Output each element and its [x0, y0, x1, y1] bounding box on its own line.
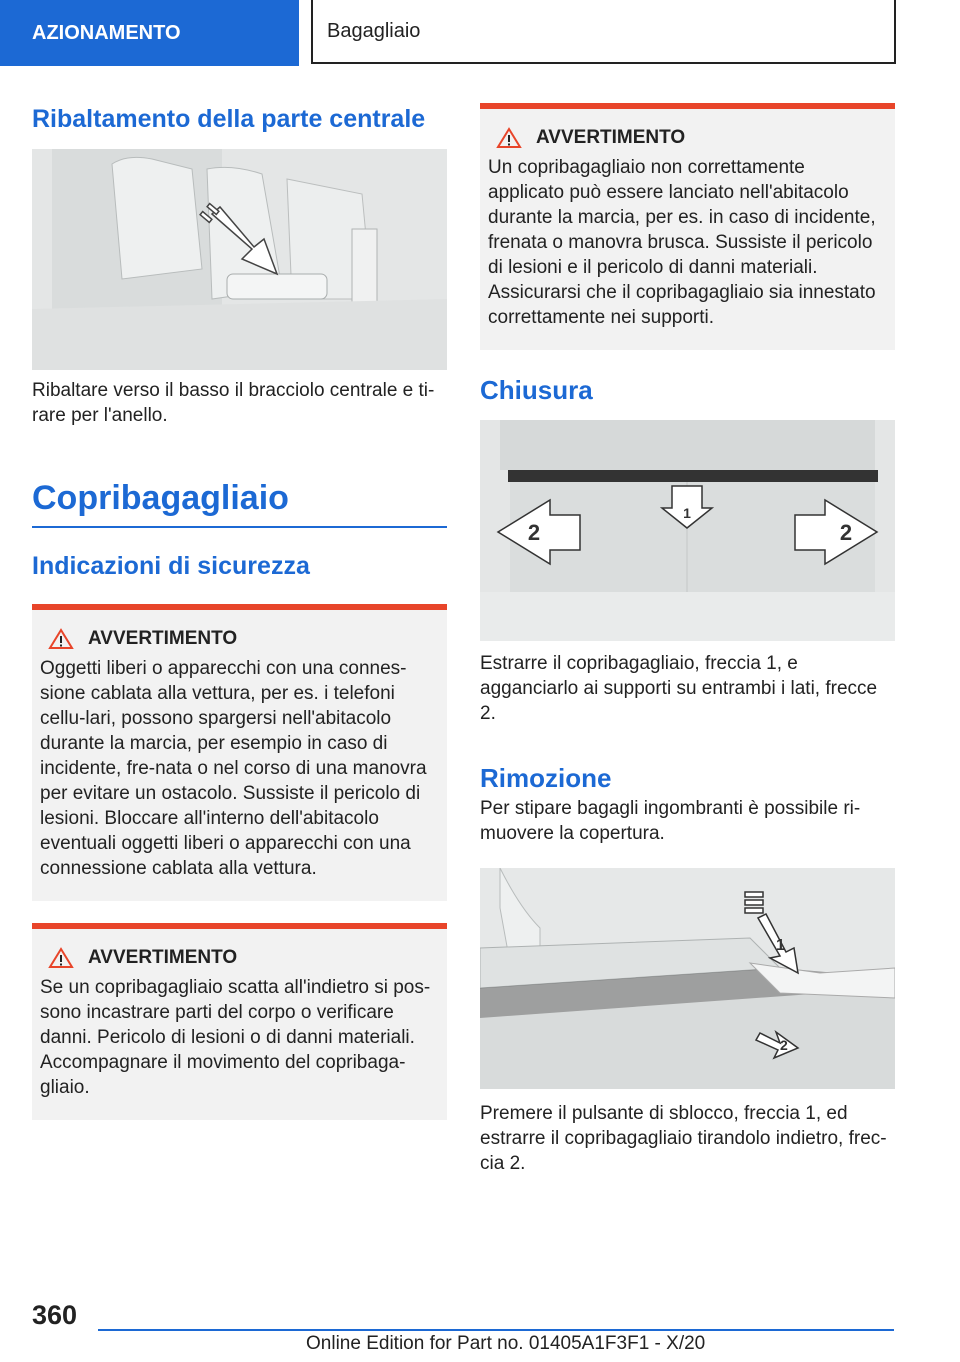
- footer-rule: [98, 1329, 894, 1331]
- warning-label: AVVERTIMENTO: [536, 127, 686, 148]
- warning-triangle-icon: [496, 127, 522, 149]
- caption-remove: Premere il pulsante di sblocco, freccia 1, ed estrarre il copribagagliaio tirandolo indietro, frec-cia 2.: [480, 1103, 887, 1174]
- chapter-tab: [311, 0, 896, 64]
- arrow1-label: 1: [683, 505, 691, 521]
- illustration-cover-remove: [480, 868, 895, 1089]
- warning-text-3: Un copribagagliaio non correttamente applicato può essere lanciato nell'abitacolo durante la marcia, per es. in caso di incidente, frenata o manovra brusca. Sussiste il pericolo di lesioni e il pericolo di danni materiali. Assicurarsi che il copribagagliaio sia innestato correttamente nei supporti.: [488, 157, 876, 328]
- arrow2-right-label: 2: [839, 520, 853, 545]
- right-column: [480, 103, 895, 1176]
- warning-box-2: [32, 923, 447, 1120]
- warning-triangle-icon: [48, 947, 74, 969]
- warning-triangle-icon: [48, 628, 74, 650]
- chapter-title: Bagagliaio: [327, 19, 421, 42]
- arrow2-left-label: 2: [527, 520, 541, 545]
- footer-edition: Online Edition for Part no. 01405A1F3F1 - X/20: [306, 1333, 706, 1354]
- warning-box-1: [32, 604, 447, 901]
- text-remove: Per stipare bagagli ingombranti è possibile ri-muovere la copertura.: [480, 798, 861, 844]
- warning-label: AVVERTIMENTO: [88, 947, 238, 968]
- section-title: AZIONAMENTO: [32, 21, 181, 44]
- warning-label: AVVERTIMENTO: [88, 628, 238, 649]
- remove-arrow1-label: 1: [776, 937, 785, 954]
- remove-arrow2-label: 2: [780, 1037, 788, 1053]
- caption-fold: Ribaltare verso il basso il bracciolo centrale e ti-rare per l'anello.: [32, 380, 435, 426]
- section-tab: [0, 0, 299, 66]
- heading-remove: Rimozione: [480, 763, 612, 793]
- illustration-armrest: [32, 149, 447, 370]
- warning-text-2: Se un copribagagliaio scatta all'indietro si pos-sono incastrare parti del corpo o verificare danni. Pericolo di lesioni o di danni materiali. Accompagnare il movimento del copribaga-gliaio.: [40, 977, 431, 1098]
- heading-rule: [32, 526, 447, 528]
- heading-safety: Indicazioni di sicurezza: [32, 552, 310, 580]
- warning-box-3: [480, 103, 895, 350]
- left-column: [32, 103, 447, 1120]
- heading-cover: Copribagagliaio: [32, 479, 289, 517]
- warning-text-1: Oggetti liberi o apparecchi con una connes-sione cablata alla vettura, per es. i telefoni cellu-lari, possono spargersi nell'abitacolo durante la marcia, per esempio in caso di incidente, fre-nata o nel corso di una manovra per evitare un ostacolo. Sussiste il pericolo di lesioni. Bloccare all'interno dell'abitacolo eventuali oggetti liberi o apparecchi con una connessione cablata alla vettura.: [40, 658, 427, 879]
- caption-close: Estrarre il copribagagliaio, freccia 1, e agganciarlo ai supporti su entrambi i lati, frecce 2.: [480, 653, 878, 724]
- heading-fold: Ribaltamento della parte centrale: [32, 105, 426, 133]
- heading-close: Chiusura: [480, 375, 593, 405]
- illustration-cover-close: [480, 420, 895, 641]
- page-number: 360: [32, 1300, 78, 1330]
